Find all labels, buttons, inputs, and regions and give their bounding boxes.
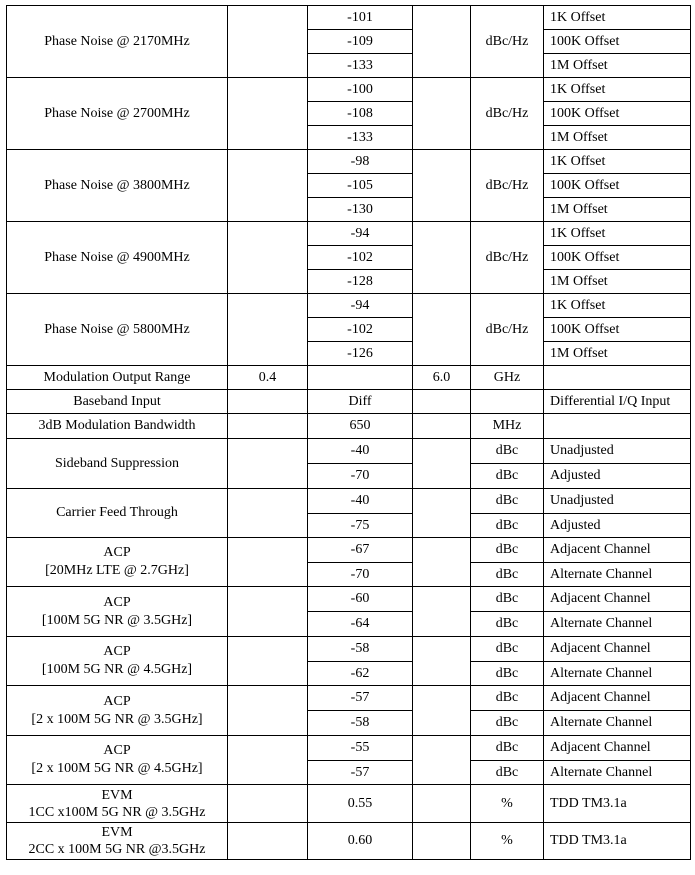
- max-cell: [413, 6, 471, 78]
- typ-cell: -94: [308, 294, 413, 318]
- param-cell: [7, 637, 228, 686]
- max-cell: [413, 823, 471, 860]
- note-cell: 100K Offset: [544, 30, 691, 54]
- param-line-1: ACP: [103, 594, 131, 610]
- unit-cell: dBc: [471, 587, 544, 612]
- note-cell: 1K Offset: [544, 222, 691, 246]
- unit-cell: dBc: [471, 514, 544, 538]
- note-cell: Adjusted: [544, 514, 691, 538]
- max-cell: [413, 637, 471, 686]
- table-row: [7, 538, 691, 563]
- param-cell: Phase Noise @ 4900MHz: [7, 222, 228, 294]
- min-cell: [228, 414, 308, 439]
- table-row: [7, 390, 691, 414]
- note-cell: 1M Offset: [544, 54, 691, 78]
- min-cell: [228, 390, 308, 414]
- max-cell: [413, 78, 471, 150]
- table-row: [7, 489, 691, 514]
- typ-cell: Diff: [308, 390, 413, 414]
- typ-cell: -102: [308, 318, 413, 342]
- unit-cell: dBc: [471, 538, 544, 563]
- typ-cell: -98: [308, 150, 413, 174]
- param-line-2: [20MHz LTE @ 2.7GHz]: [45, 563, 189, 578]
- note-cell: 100K Offset: [544, 174, 691, 198]
- param-cell: [7, 686, 228, 736]
- note-cell: 1M Offset: [544, 270, 691, 294]
- param-line-1: EVM: [101, 787, 133, 803]
- param-line-1: ACP: [103, 743, 131, 758]
- typ-cell: -57: [308, 686, 413, 711]
- max-cell: [413, 390, 471, 414]
- table-row: [7, 222, 691, 246]
- min-cell: [228, 587, 308, 637]
- min-cell: [228, 294, 308, 366]
- param-line-2: 2CC x 100M 5G NR @3.5GHz: [28, 842, 206, 857]
- unit-cell: GHz: [471, 366, 544, 390]
- max-cell: [413, 736, 471, 785]
- param-line-1: EVM: [101, 825, 133, 840]
- min-cell: [228, 78, 308, 150]
- typ-cell: -58: [308, 711, 413, 736]
- note-cell: 100K Offset: [544, 246, 691, 270]
- param-cell: [7, 587, 228, 637]
- typ-cell: -75: [308, 514, 413, 538]
- typ-cell: -57: [308, 761, 413, 785]
- min-cell: [228, 686, 308, 736]
- param-line-2: [100M 5G NR @ 4.5GHz]: [41, 662, 193, 677]
- min-cell: [228, 439, 308, 489]
- typ-cell: -133: [308, 126, 413, 150]
- unit-cell: dBc: [471, 637, 544, 662]
- max-cell: [413, 587, 471, 637]
- param-line-2: [100M 5G NR @ 3.5GHz]: [41, 612, 193, 628]
- typ-cell: -126: [308, 342, 413, 366]
- typ-cell: -70: [308, 464, 413, 489]
- min-cell: [228, 823, 308, 860]
- note-cell: 100K Offset: [544, 318, 691, 342]
- unit-cell: %: [471, 785, 544, 823]
- unit-cell: %: [471, 823, 544, 860]
- unit-cell: dBc/Hz: [471, 294, 544, 366]
- min-cell: [228, 785, 308, 823]
- min-cell: [228, 150, 308, 222]
- table-row: [7, 150, 691, 174]
- note-cell: 1M Offset: [544, 198, 691, 222]
- param-line-1: ACP: [103, 644, 131, 659]
- min-cell: [228, 489, 308, 538]
- unit-cell: dBc: [471, 489, 544, 514]
- typ-cell: -101: [308, 6, 413, 30]
- typ-cell: -128: [308, 270, 413, 294]
- max-cell: [413, 414, 471, 439]
- typ-cell: -70: [308, 563, 413, 587]
- param-line-2: 1CC x100M 5G NR @ 3.5GHz: [28, 804, 206, 820]
- unit-cell: dBc: [471, 711, 544, 736]
- min-cell: [228, 6, 308, 78]
- typ-cell: -55: [308, 736, 413, 761]
- max-cell: [413, 538, 471, 587]
- note-cell: Differential I/Q Input: [544, 390, 691, 414]
- note-cell: Unadjusted: [544, 439, 691, 464]
- note-cell: 1K Offset: [544, 6, 691, 30]
- param-cell: Modulation Output Range: [7, 366, 228, 390]
- note-cell: Alternate Channel: [544, 563, 691, 587]
- max-cell: [413, 439, 471, 489]
- note-cell: 1K Offset: [544, 150, 691, 174]
- param-cell: Phase Noise @ 2700MHz: [7, 78, 228, 150]
- unit-cell: dBc: [471, 563, 544, 587]
- param-cell: [7, 785, 228, 823]
- table-row: [7, 736, 691, 761]
- param-cell: Phase Noise @ 5800MHz: [7, 294, 228, 366]
- table-row: [7, 414, 691, 439]
- param-cell: Phase Noise @ 3800MHz: [7, 150, 228, 222]
- unit-cell: dBc: [471, 736, 544, 761]
- typ-cell: -40: [308, 439, 413, 464]
- note-cell: Alternate Channel: [544, 662, 691, 686]
- unit-cell: dBc/Hz: [471, 78, 544, 150]
- typ-cell: -100: [308, 78, 413, 102]
- typ-cell: -64: [308, 612, 413, 637]
- note-cell: Alternate Channel: [544, 711, 691, 736]
- table-row: [7, 587, 691, 612]
- param-line-2: [2 x 100M 5G NR @ 4.5GHz]: [31, 761, 203, 776]
- param-cell: [7, 538, 228, 587]
- min-cell: [228, 736, 308, 785]
- max-cell: [413, 785, 471, 823]
- max-cell: [413, 686, 471, 736]
- param-cell: 3dB Modulation Bandwidth: [7, 414, 228, 439]
- table-row: [7, 366, 691, 390]
- param-line-1: ACP: [103, 545, 131, 560]
- note-cell: Adjacent Channel: [544, 587, 691, 612]
- min-cell: [228, 538, 308, 587]
- unit-cell: dBc: [471, 464, 544, 489]
- param-line-2: [2 x 100M 5G NR @ 3.5GHz]: [31, 711, 203, 727]
- table-row: [7, 823, 691, 860]
- typ-cell: [308, 366, 413, 390]
- note-cell: Adjacent Channel: [544, 637, 691, 662]
- table-row: [7, 78, 691, 102]
- note-cell: [544, 414, 691, 439]
- note-cell: 1M Offset: [544, 342, 691, 366]
- max-cell: 6.0: [413, 366, 471, 390]
- typ-cell: 0.55: [308, 785, 413, 823]
- param-line-1: ACP: [103, 693, 131, 709]
- max-cell: [413, 294, 471, 366]
- typ-cell: -130: [308, 198, 413, 222]
- note-cell: Adjusted: [544, 464, 691, 489]
- note-cell: 1K Offset: [544, 294, 691, 318]
- max-cell: [413, 222, 471, 294]
- min-cell: [228, 222, 308, 294]
- typ-cell: -40: [308, 489, 413, 514]
- param-cell: Phase Noise @ 2170MHz: [7, 6, 228, 78]
- param-cell: Sideband Suppression: [7, 439, 228, 489]
- param-cell: Baseband Input: [7, 390, 228, 414]
- param-cell: [7, 736, 228, 785]
- typ-cell: 0.60: [308, 823, 413, 860]
- param-cell: Carrier Feed Through: [7, 489, 228, 538]
- typ-cell: -133: [308, 54, 413, 78]
- unit-cell: MHz: [471, 414, 544, 439]
- typ-cell: -62: [308, 662, 413, 686]
- unit-cell: [471, 390, 544, 414]
- typ-cell: -108: [308, 102, 413, 126]
- typ-cell: -94: [308, 222, 413, 246]
- spec-table: [6, 5, 691, 860]
- note-cell: Unadjusted: [544, 489, 691, 514]
- typ-cell: -60: [308, 587, 413, 612]
- note-cell: Alternate Channel: [544, 761, 691, 785]
- table-row: [7, 637, 691, 662]
- table-row: [7, 686, 691, 711]
- min-cell: 0.4: [228, 366, 308, 390]
- typ-cell: -58: [308, 637, 413, 662]
- note-cell: 1M Offset: [544, 126, 691, 150]
- max-cell: [413, 489, 471, 538]
- param-cell: [7, 823, 228, 860]
- unit-cell: dBc: [471, 662, 544, 686]
- unit-cell: dBc: [471, 439, 544, 464]
- typ-cell: -109: [308, 30, 413, 54]
- note-cell: TDD TM3.1a: [544, 823, 691, 860]
- typ-cell: -67: [308, 538, 413, 563]
- unit-cell: dBc/Hz: [471, 6, 544, 78]
- note-cell: TDD TM3.1a: [544, 785, 691, 823]
- note-cell: Alternate Channel: [544, 612, 691, 637]
- note-cell: [544, 366, 691, 390]
- note-cell: Adjacent Channel: [544, 736, 691, 761]
- unit-cell: dBc: [471, 612, 544, 637]
- typ-cell: 650: [308, 414, 413, 439]
- table-row: [7, 785, 691, 823]
- note-cell: 1K Offset: [544, 78, 691, 102]
- min-cell: [228, 637, 308, 686]
- unit-cell: dBc/Hz: [471, 150, 544, 222]
- typ-cell: -102: [308, 246, 413, 270]
- table-row: [7, 294, 691, 318]
- unit-cell: dBc/Hz: [471, 222, 544, 294]
- unit-cell: dBc: [471, 686, 544, 711]
- note-cell: Adjacent Channel: [544, 538, 691, 563]
- note-cell: Adjacent Channel: [544, 686, 691, 711]
- unit-cell: dBc: [471, 761, 544, 785]
- max-cell: [413, 150, 471, 222]
- table-row: [7, 439, 691, 464]
- table-row: [7, 6, 691, 30]
- note-cell: 100K Offset: [544, 102, 691, 126]
- typ-cell: -105: [308, 174, 413, 198]
